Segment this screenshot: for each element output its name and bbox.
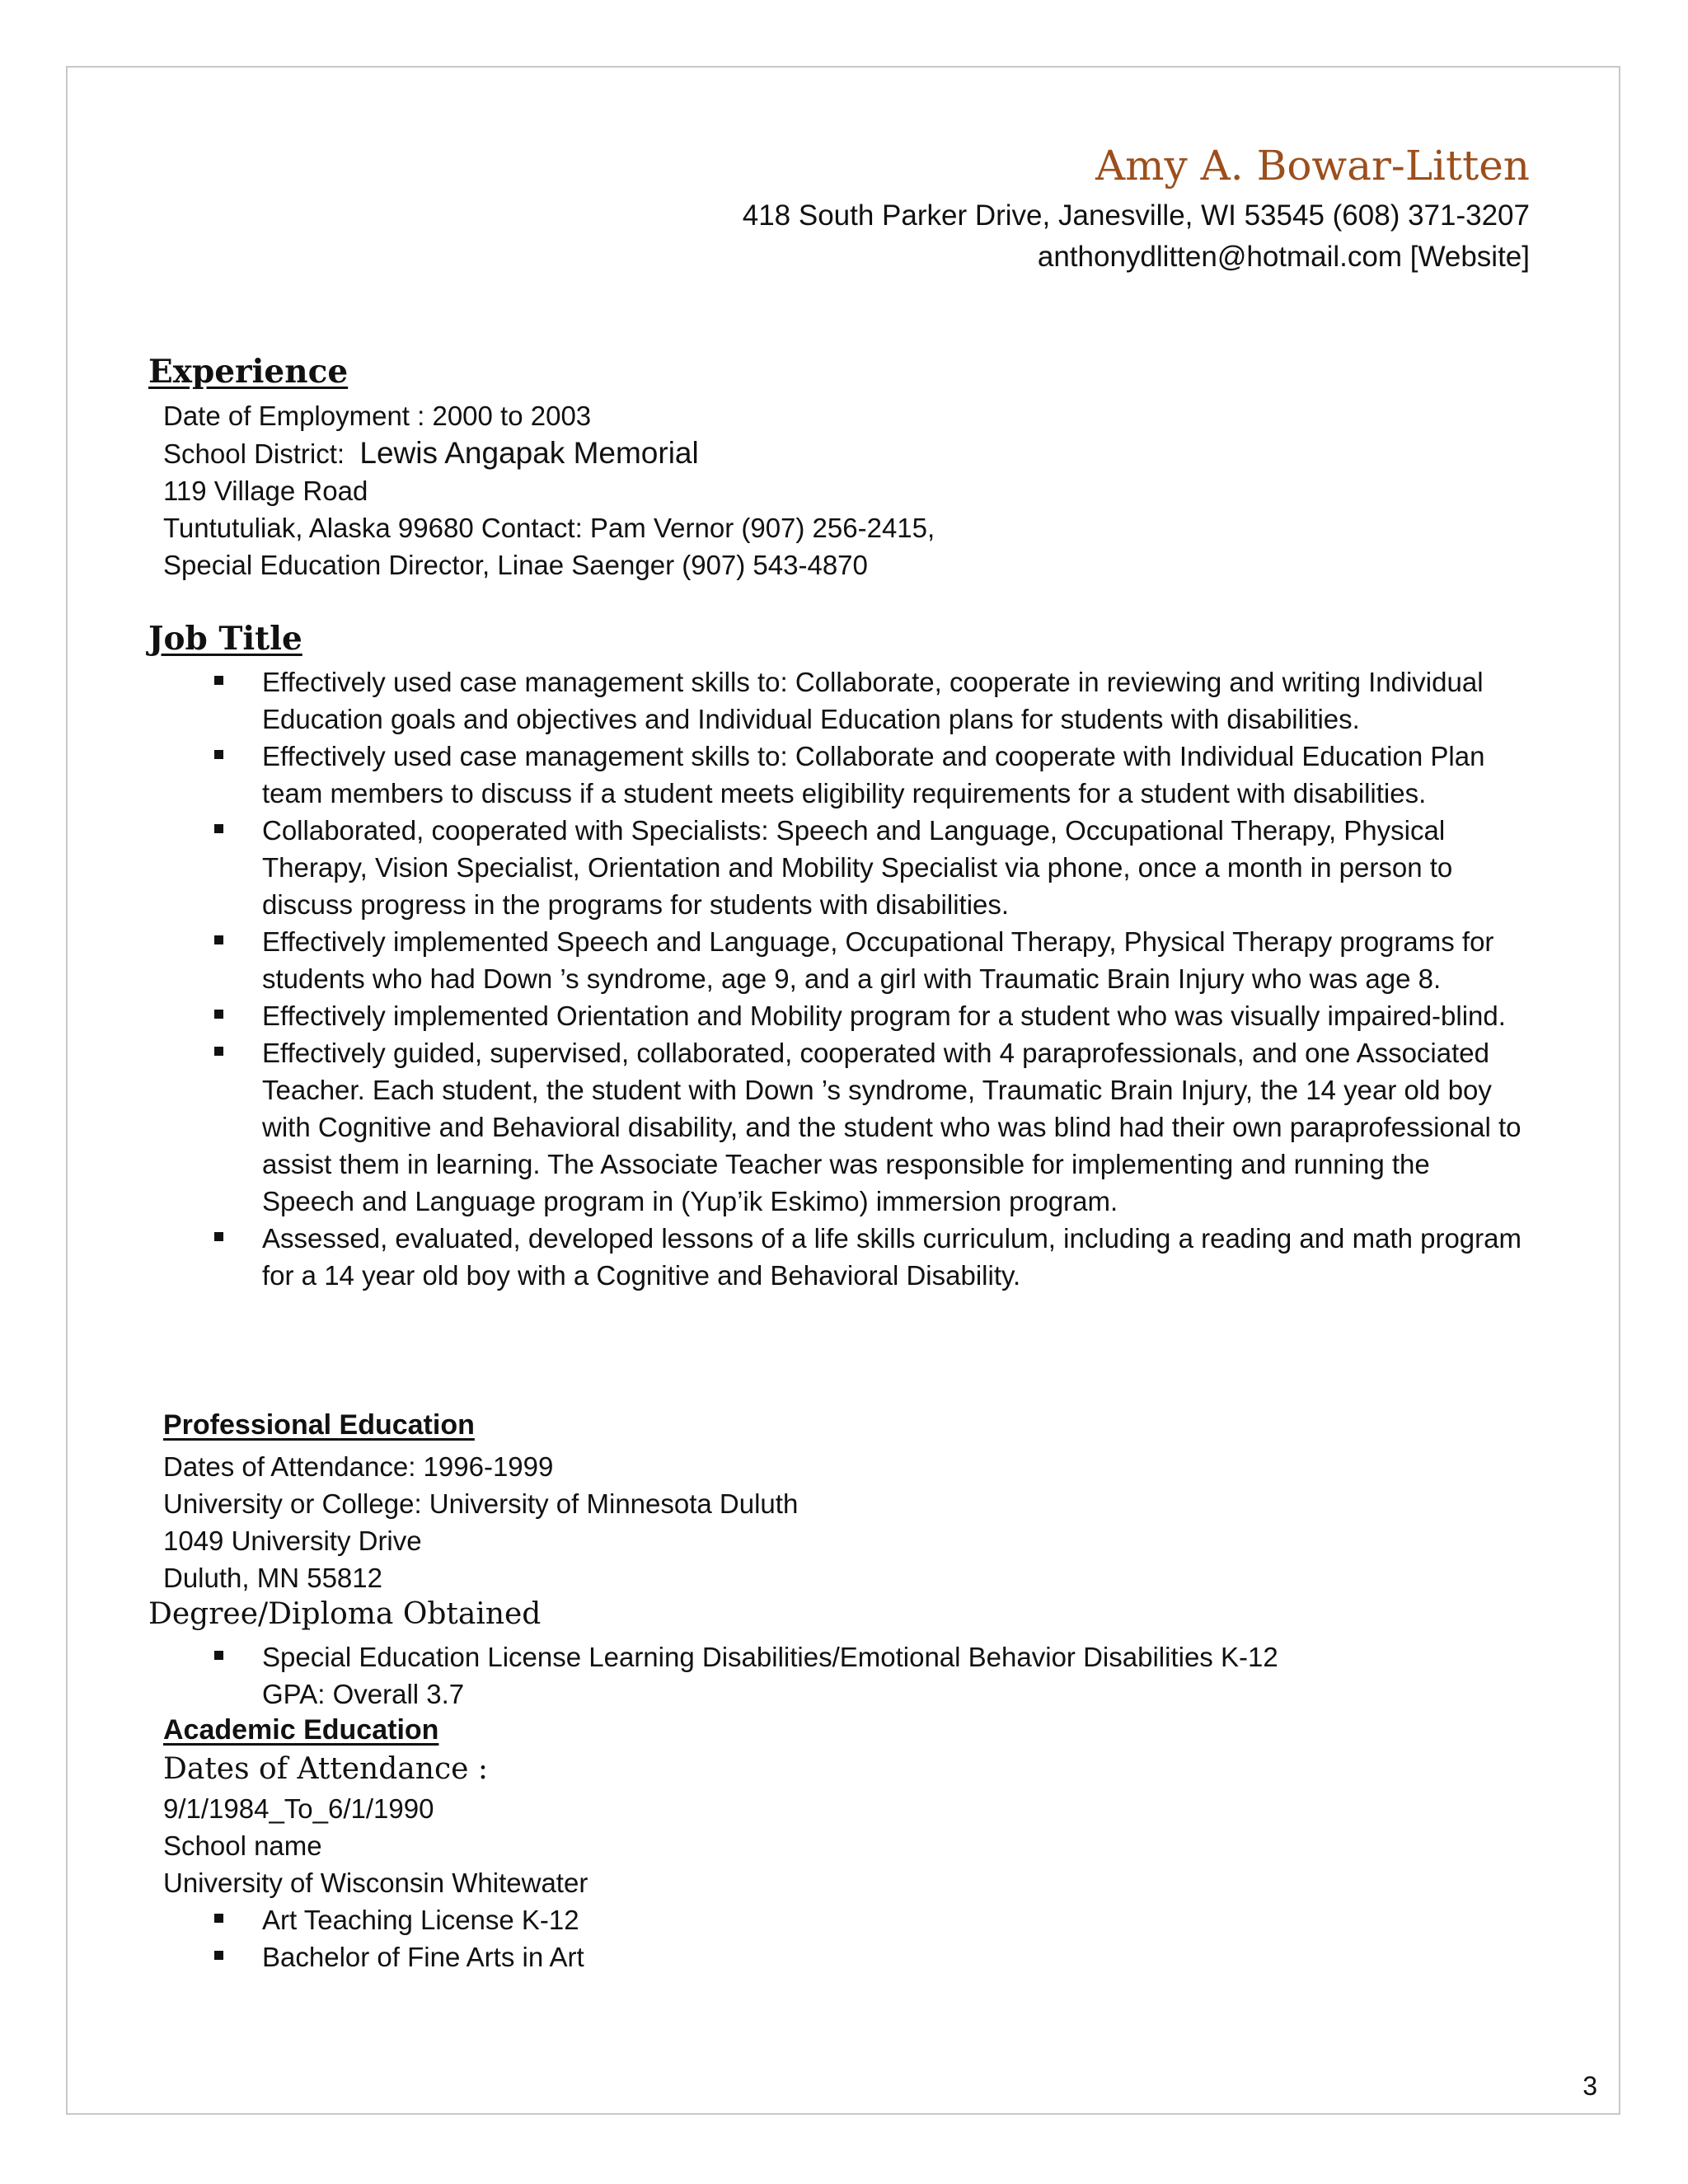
school-label: School name bbox=[163, 1830, 322, 1861]
page-number: 3 bbox=[1582, 2071, 1597, 2101]
bullet-icon bbox=[214, 1010, 223, 1019]
list-item: Effectively guided, supervised, collaborated, cooperated with 4 paraprofessionals, and one Associated Teacher. Each student, the student with Down ’s syndrome, Traumatic Brain Injury, the 14 year old boy with Cognitive and Behavioral disability, and the student who was blind had their own paraprofessional to assist them in learning. The Associate Teacher was responsible for implementing and running the Speech and Language program in (Yup’ik Eskimo) immersion program. bbox=[0, 1034, 1523, 1220]
bullet-icon bbox=[214, 935, 223, 944]
professional-education-heading: Professional Education bbox=[163, 1409, 475, 1441]
district-director: Special Education Director, Linae Saenger (907) 543-4870 bbox=[163, 550, 868, 580]
list-item: Effectively used case management skills to: Collaborate and cooperate with Individual Education Plan team members to discuss if a student meets eligibility requirements for a student with disabilities. bbox=[0, 738, 1523, 812]
institution-city: Duluth, MN 55812 bbox=[163, 1563, 382, 1593]
attendance-dates: Dates of Attendance: 1996-1999 bbox=[163, 1451, 554, 1482]
job-duties-list bbox=[0, 663, 1523, 1294]
bullet-icon bbox=[214, 1232, 223, 1241]
institution: University or College: University of Minnesota Duluth bbox=[163, 1488, 799, 1519]
bullet-icon bbox=[214, 1651, 223, 1660]
job-title-heading: Job Title bbox=[148, 620, 302, 658]
academic-items-list bbox=[0, 1901, 1523, 1975]
academic-education-heading: Academic Education bbox=[163, 1714, 439, 1746]
bullet-icon bbox=[214, 1951, 223, 1960]
professional-education-details bbox=[163, 1448, 798, 1596]
bullet-icon bbox=[214, 824, 223, 833]
academic-dates-label: Dates of Attendance : bbox=[163, 1752, 488, 1786]
district-city-contact: Tuntutuliak, Alaska 99680 Contact: Pam Vernor (907) 256-2415, bbox=[163, 513, 935, 543]
list-item: Effectively used case management skills to: Collaborate, cooperate in reviewing and writing Individual Education goals and objectives and Individual Education plans for students with disabilities. bbox=[0, 663, 1523, 738]
academic-education-details bbox=[163, 1790, 588, 1901]
list-item: Assessed, evaluated, developed lessons of a life skills curriculum, including a reading and math program for a 14 year old boy with a Cognitive and Behavioral Disability. bbox=[0, 1220, 1523, 1294]
list-item: Effectively implemented Orientation and Mobility program for a student who was visually impaired-blind. bbox=[0, 997, 1523, 1034]
employment-dates: Date of Employment : 2000 to 2003 bbox=[163, 401, 592, 431]
school-name: University of Wisconsin Whitewater bbox=[163, 1868, 588, 1898]
district-street: 119 Village Road bbox=[163, 476, 368, 506]
list-item: Special Education License Learning Disabilities/Emotional Behavior Disabilities K-12 GPA: Overall 3.7 bbox=[0, 1638, 1523, 1713]
bullet-icon bbox=[214, 750, 223, 759]
bullet-icon bbox=[214, 676, 223, 685]
academic-dates: 9/1/1984_To_6/1/1990 bbox=[163, 1793, 434, 1824]
district-value: Lewis Angapak Memorial bbox=[359, 436, 699, 470]
list-item: Art Teaching License K-12 bbox=[0, 1901, 1523, 1938]
district-label: School District: bbox=[163, 438, 360, 469]
degree-heading: Degree/Diploma Obtained bbox=[148, 1597, 542, 1631]
list-item: Effectively implemented Speech and Language, Occupational Therapy, Physical Therapy programs for students who had Down ’s syndrome, age 9, and a girl with Traumatic Brain Injury who was age 8. bbox=[0, 923, 1523, 997]
candidate-name: Amy A. Bowar-Litten bbox=[1095, 142, 1530, 190]
institution-street: 1049 University Drive bbox=[163, 1526, 422, 1556]
list-item: Collaborated, cooperated with Specialists: Speech and Language, Occupational Therapy, Physical Therapy, Vision Specialist, Orientation and Mobility Specialist via phone, once a month in person to discuss progress in the programs for students with disabilities. bbox=[0, 812, 1523, 923]
contact-email[interactable]: anthonydlitten@hotmail.com [Website] bbox=[1037, 241, 1530, 273]
contact-address: 418 South Parker Drive, Janesville, WI 53545 (608) 371-3207 bbox=[742, 199, 1530, 232]
bullet-icon bbox=[214, 1047, 223, 1056]
school-district bbox=[163, 434, 935, 472]
bullet-icon bbox=[214, 1914, 223, 1923]
degree-list bbox=[0, 1638, 1523, 1713]
gpa: GPA: Overall 3.7 bbox=[262, 1679, 465, 1709]
experience-details bbox=[163, 397, 935, 583]
experience-heading: Experience bbox=[148, 353, 349, 391]
list-item: Bachelor of Fine Arts in Art bbox=[0, 1938, 1523, 1975]
